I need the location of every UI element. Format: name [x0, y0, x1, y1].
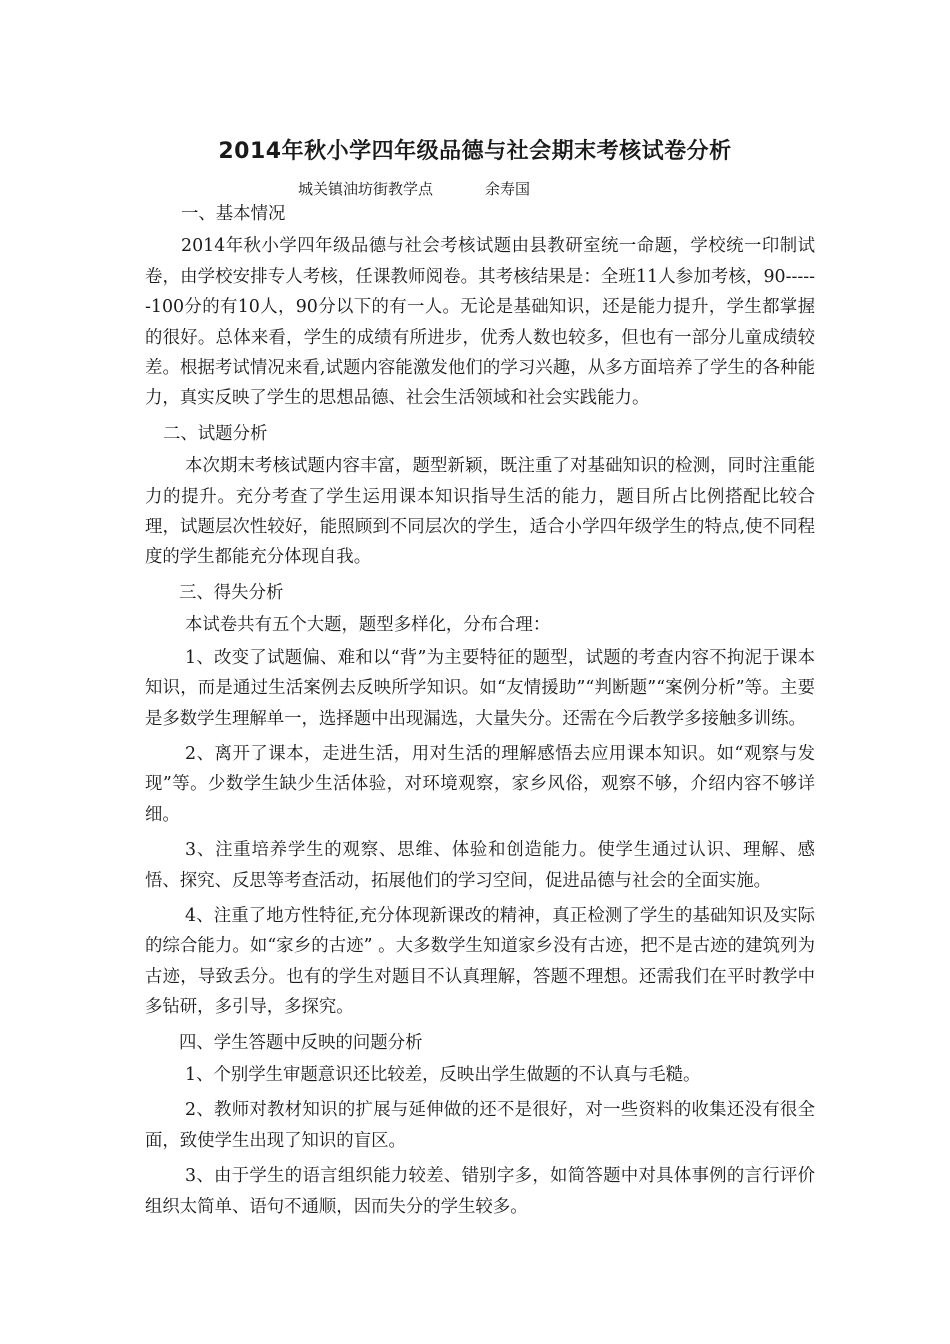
- list-item-gain-loss-3: 3、注重培养学生的观察、思维、体验和创造能力。使学生通过认识、理解、感悟、探究、反思等考查活动，拓展他们的学习空间，促进品德与社会的全面实施。: [145, 840, 815, 891]
- section-heading-question-analysis: 二、试题分析: [163, 423, 268, 444]
- list-item-gain-loss-1: 1、改变了试题偏、难和以“背”为主要特征的题型，试题的考查内容不拘泥于课本知识，而是通过生活案例去反映所学知识。如“友情援助”“判断题”“案例分析”等。主要是多数学生理解单一，选择题中出现漏选，大量失分。还需在今后教学多接触多训练。: [145, 647, 815, 729]
- byline: [298, 178, 530, 199]
- paragraph-basic-situation: 2014年秋小学四年级品德与社会考核试题由县教研室统一命题，学校统一印制试卷，由学校安排专人考核，任课教师阅卷。其考核结果是：全班11人参加考核，90------100分的有10人，90分以下的有一人。无论是基础知识，还是能力提升，学生都掌握的很好。总体来看，学生的成绩有所进步，优秀人数也较多，但也有一部分儿童成绩较差。根据考试情况来看,试题内容能激发他们的学习兴趣，从多方面培养了学生的各种能力，真实反映了学生的思想品德、社会生活领域和社会实践能力。: [145, 236, 815, 409]
- document-title: 2014年秋小学四年级品德与社会期末考核试卷分析: [218, 139, 732, 164]
- section-heading-gain-loss-analysis: 三、得失分析: [179, 582, 284, 603]
- paragraph-gain-loss-intro: 本试卷共有五个大题，题型多样化，分布合理：: [185, 615, 551, 636]
- list-item-gain-loss-4: 4、注重了地方性特征,充分体现新课改的精神，真正检测了学生的基础知识及实际的综合能力。如“家乡的古迹” 。大多数学生知道家乡没有古迹，把不是古迹的建筑列为古迹，导致丢分。也有的学生对题目不认真理解，答题不理想。还需我们在平时教学中多钻研，多引导，多探究。: [145, 905, 815, 1018]
- paragraph-question-analysis: 本次期末考核试题内容丰富，题型新颖，既注重了对基础知识的检测，同时注重能力的提升。充分考查了学生运用课本知识指导生活的能力，题目所占比例搭配比较合理，试题层次性较好，能照顾到不同层次的学生，适合小学四年级学生的特点,使不同程度的学生都能充分体现自我。: [145, 456, 815, 568]
- document-body: [145, 199, 815, 1222]
- list-item-gain-loss-2: 2、离开了课本，走进生活，用对生活的理解感悟去应用课本知识。如“观察与发现”等。少数学生缺少生活体验，对环境观察，家乡风俗，观察不够，介绍内容不够详细。: [145, 743, 815, 825]
- section-heading-basic-situation: 一、基本情况: [181, 204, 286, 224]
- list-item-answer-problem-3: 3、由于学生的语言组织能力较差、错别字多，如简答题中对具体事例的言行评价组织太简单、语句不通顺，因而失分的学生较多。: [145, 1166, 815, 1217]
- section-heading-answer-problems: 四、学生答题中反映的问题分析: [179, 1032, 423, 1053]
- list-item-answer-problem-1: 1、个别学生审题意识还比较差，反映出学生做题的不认真与毛糙。: [185, 1064, 701, 1085]
- byline-unit: 城关镇油坊街教学点: [298, 180, 434, 198]
- list-item-answer-problem-2: 2、教师对教材知识的扩展与延伸做的还不是很好，对一些资料的收集还没有很全面，致使学生出现了知识的盲区。: [145, 1100, 815, 1151]
- byline-author: 余寿国: [485, 180, 531, 198]
